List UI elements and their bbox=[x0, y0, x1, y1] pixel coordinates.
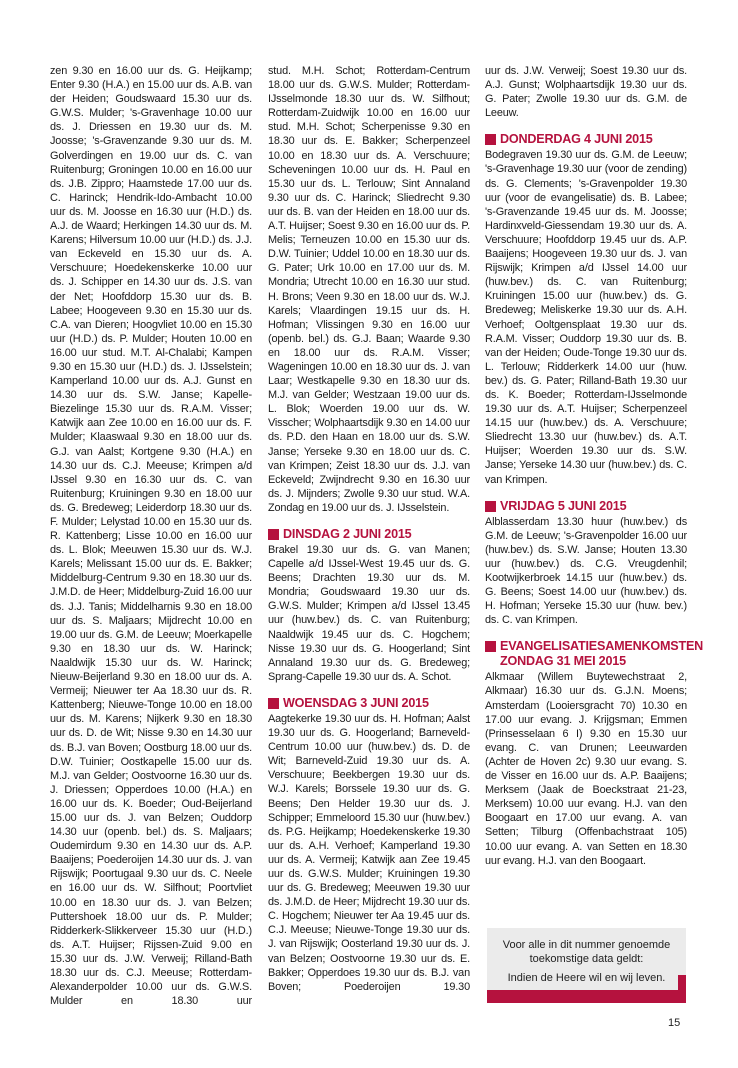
dinsdag-text: Brakel 19.30 uur ds. G. van Manen; Capelle a/d IJssel-West 19.45 uur ds. G. Beens; Drachten 19.30 uur ds. M. Mondria; Goudswaard 19.30 uur ds. G.W.S. Mulder; Krimpen a/d IJssel 13.45 uur (huw.bev.) ds. C. van Ruitenburg; Naaldwijk 19.45 uur ds. C. Hogchem; Nisse 19.30 uur ds. G. Hoogerland; Sint Annaland 19.30 uur ds. G. Bredeweg; Sprang-Capelle 19.30 uur ds. A. Schot. bbox=[268, 544, 470, 683]
notice-accent-bar bbox=[678, 975, 686, 991]
section-heading-donderdag: DONDERDAG 4 JUNI 2015 bbox=[485, 132, 687, 147]
column-3 bbox=[485, 64, 704, 868]
notice-line-1: Voor alle in dit nummer genoemde toekomstige data geldt: bbox=[502, 939, 671, 965]
sunday-services-text-continued: stud. M.H. Schot; Rotterdam-Centrum 18.00 uur ds. G.W.S. Mulder; Rotterdam-IJsselmonde 18.30 uur ds. W. Silfhout; Rotterdam-Zuidwijk 10.00 en 16.00 uur stud. M.H. Schot; Scherpenisse 9.30 en 18.30 uur ds. E. Bakker; Scherpenzeel 10.00 en 18.30 uur ds. A. Verschuure; Scheveningen 10.00 uur ds. H. Paul en 15.30 uur ds. L. Terlouw; Sint Annaland 9.30 uur ds. C. Harinck; Sliedrecht 9.30 uur ds. B. van der Heiden en 18.00 uur ds. A.T. Huijser; Soest 9.30 en 16.00 uur ds. P. Melis; Terneuzen 10.00 en 15.30 uur ds. D.W. Tuinier; Uddel 10.00 en 18.30 uur ds. G. Pater; Urk 10.00 en 17.00 uur ds. M. Mondria; Utrecht 10.00 en 16.30 uur stud. H. Brons; Veen 9.30 en 18.00 uur ds. W.J. Karels; Vlaardingen 19.15 uur ds. H. Hofman; Vlissingen 9.30 en 16.00 uur (openb. bel.) ds. G.J. Baan; Waarde 9.30 en 18.00 uur ds. R.A.M. Visser; Wageningen 10.00 en 18.30 uur ds. J. van Laar; Westkapelle 9.30 en 18.30 uur ds. M.J. van Gelder; Westzaan 19.00 uur ds. L. Blok; Woerden 19.00 uur ds. W. Visscher; Wolphaartsdijk 9.30 en 14.00 uur ds. P.D. den Haan en 18.00 uur ds. S.W. Janse; Yerseke 9.30 en 18.00 uur ds. C. van Krimpen; Zeist 18.30 uur ds. J.J. van Eckeveld; Zwijndrecht 9.30 en 16.30 uur ds. J. Mijnders; Zwolle 9.30 uur stud. W.A. Zondag en 19.00 uur ds. J. IJsselstein. bbox=[268, 65, 470, 514]
notice-box bbox=[487, 928, 686, 991]
square-bullet-icon bbox=[485, 641, 496, 652]
column-2 bbox=[268, 64, 470, 994]
woensdag-text-continued: uur ds. J.W. Verweij; Soest 19.30 uur ds. A.J. Gunst; Wolphaartsdijk 19.30 uur ds. G. Pater; Zwolle 19.30 uur ds. G.M. de Leeuw. bbox=[485, 65, 687, 120]
square-bullet-icon bbox=[485, 134, 496, 145]
section-heading-evangelisatie: EVANGELISATIESAMENKOMSTEN ZONDAG 31 MEI 2015 bbox=[485, 639, 687, 669]
section-heading-dinsdag: DINSDAG 2 JUNI 2015 bbox=[268, 527, 470, 542]
notice-line-2: Indien de Heere wil en wij leven. bbox=[507, 972, 666, 984]
donderdag-text: Bodegraven 19.30 uur ds. G.M. de Leeuw; 's-Gravenhage 19.30 uur (voor de zending) ds. G. Clements; 's-Gravenpolder 19.30 uur (voor de evangelisatie) ds. B. Labee; 's-Gravenzande 19.45 uur ds. M. Joosse; Hardinxveld-Giessendam 19.30 uur ds. A. Verschuure; Hoofddorp 19.45 uur ds. A.P. Baaijens; Hoogeveen 19.30 uur ds. J. van Rijswijk; Krimpen a/d IJssel 14.00 uur (huw.bev.) ds. C. van Ruitenburg; Kruiningen 15.00 uur (huw.bev.) ds. G. Bredeweg; Meliskerke 19.30 uur ds. A.H. Verhoef; Ooltgensplaat 19.30 uur ds. R.A.M. Visser; Ouddorp 19.30 uur ds. B. van der Heiden; Oude-Tonge 19.30 uur ds. L. Terlouw; Ridderkerk 14.00 uur (huw. bev.) ds. G. Pater; Rilland-Bath 19.30 uur ds. K. Boeder; Rotterdam-IJsselmonde 19.30 uur ds. A.T. Huijser; Scherpenzeel 14.15 uur (huw.bev.) ds. A. Verschuure; Sliedrecht 13.30 uur (huw.bev.) ds. A.T. Huijser; Woerden 19.30 uur ds. S.W. Janse; Yerseke 14.30 uur (huw.bev.) ds. C. van Krimpen. bbox=[485, 149, 687, 486]
column-1 bbox=[50, 64, 252, 1008]
section-heading-woensdag: WOENSDAG 3 JUNI 2015 bbox=[268, 696, 470, 711]
vrijdag-text: Alblasserdam 13.30 huur (huw.bev.) ds G.M. de Leeuw; 's-Gravenpolder 16.00 uur (huw.bev.) ds. S.W. Janse; Houten 13.30 uur (huw.bev.) ds. C.G. Vreugdenhil; Kootwijkerbroek 14.15 uur (huw.bev.) ds. G. Beens; Soest 14.00 uur (huw.bev.) ds. H. Hofman; Yerseke 15.30 uur (huw. bev.) ds. C. van Krimpen. bbox=[485, 515, 687, 627]
square-bullet-icon bbox=[485, 501, 496, 512]
section-heading-vrijdag: VRIJDAG 5 JUNI 2015 bbox=[485, 499, 687, 514]
square-bullet-icon bbox=[268, 698, 279, 709]
woensdag-text: Aagtekerke 19.30 uur ds. H. Hofman; Aalst 19.30 uur ds. G. Hoogerland; Barneveld-Centrum 10.00 uur (huw.bev.) ds. D. de Wit; Barneveld-Zuid 19.30 uur ds. A. Verschuure; Beekbergen 19.30 uur ds. W.J. Karels; Borssele 19.30 uur ds. G. Beens; Den Helder 19.30 uur ds. J. Schipper; Emmeloord 15.30 uur (huw.bev.) ds. P.G. Heijkamp; Hoedekenskerke 19.30 uur ds. A.H. Verhoef; Kamperland 19.30 uur ds. A. Vermeij; Katwijk aan Zee 19.45 uur ds. G.W.S. Mulder; Kruiningen 19.30 uur ds. G. Bredeweg; Meeuwen 19.30 uur ds. J.M.D. de Heer; Mijdrecht 19.30 uur ds. C. Hogchem; Nieuwer ter Aa 19.45 uur ds. C.J. Meeuse; Nieuwe-Tonge 19.30 uur ds. J. van Rijswijk; Oosterland 19.30 uur ds. J. van Belzen; Oostvoorne 19.30 uur ds. E. Bakker; Opperdoes 19.30 uur ds. B.J. van Boven; Poederoijen 19.30 bbox=[268, 712, 470, 993]
square-bullet-icon bbox=[268, 529, 279, 540]
page-number: 15 bbox=[668, 1017, 681, 1029]
notice-bottom-bar bbox=[487, 990, 686, 1003]
sunday-services-text: zen 9.30 en 16.00 uur ds. G. Heijkamp; Enter 9.30 (H.A.) en 15.00 uur ds. A.B. van der Heiden; Goudswaard 15.30 uur ds. G.W.S. Mulder; 's-Gravenhage 10.00 uur ds. J. Driessen en 19.30 uur ds. M. Joosse; 's-Gravenzande 9.30 uur ds. M. Golverdingen en 19.00 uur ds. C. van Ruitenburg; Groningen 10.00 en 16.00 uur ds. J.B. Zippro; Haamstede 17.00 uur ds. C. Harinck; Hendrik-Ido-Ambacht 10.00 uur ds. M. Joosse en 16.30 uur (H.D.) ds. A.J. de Waard; Herkingen 14.30 uur ds. M. Karens; Hilversum 10.00 uur (H.D.) ds. J.J. van Eckeveld en 15.30 uur ds. A. Verschuure; Hoedekenskerke 10.00 uur ds. J. Schipper en 14.30 uur ds. J.S. van der Net; Hoofddorp 15.30 uur ds. B. Labee; Hoogeveen 9.30 en 15.30 uur ds. C.A. van Dieren; Hoogvliet 10.00 en 15.30 uur (H.D.) ds. P. Mulder; Houten 10.00 en 16.00 uur stud. M.T. Al-Chalabi; Kampen 9.30 en 15.30 uur (H.D.) ds. J. IJsselstein; Kamperland 10.00 uur ds. A.J. Gunst en 14.30 uur ds. S.W. Janse; Kapelle-Biezelinge 15.30 uur ds. R.A.M. Visser; Katwijk aan Zee 10.00 en 16.00 uur ds. F. Mulder; Klaaswaal 9.30 en 18.00 uur ds. G.J. van Aalst; Kortgene 9.30 (H.A.) en 14.30 uur ds. C.J. Meeuse; Krimpen a/d IJssel 9.30 en 16.30 uur ds. C. van Ruitenburg; Kruiningen 9.30 en 18.00 uur ds. G. Bredeweg; Leiderdorp 18.30 uur ds. F. Mulder; Lelystad 10.00 en 15.30 uur ds. R. Kattenberg; Lisse 10.00 en 16.00 uur ds. L. Blok; Meeuwen 15.30 uur ds. W.J. Karels; Melissant 15.00 uur ds. E. Bakker; Middelburg-Centrum 9.30 en 18.30 uur ds. J.M.D. de Heer; Middelburg-Zuid 16.00 uur ds. J.J. Tanis; Middelharnis 9.30 en 18.00 uur ds. S. Maljaars; Mijdrecht 10.00 en 19.00 uur ds. G.M. de Leeuw; Moerkapelle 9.30 en 18.30 uur ds. W. Harinck; Naaldwijk 15.30 uur ds. W. Harinck; Nieuw-Beijerland 9.30 en 18.00 uur ds. A. Vermeij; Nieuwer ter Aa 18.30 uur ds. R. Kattenberg; Nieuwe-Tonge 10.00 en 18.00 uur ds. M. Karens; Nijkerk 9.30 en 18.30 uur ds. D. de Wit; Nisse 9.30 en 14.30 uur ds. B.J. van Boven; Oostburg 18.00 uur ds. D.W. Tuinier; Oostkapelle 15.00 uur ds. M.J. van Gelder; Oostvoorne 16.30 uur ds. J. Driessen; Opperdoes 10.00 (H.A.) en 16.00 uur ds. K. Boeder; Oud-Beijerland 15.00 uur ds. J. van Belzen; Ouddorp 14.30 uur (openb. bel.) ds. S. Maljaars; Oudemirdum 9.30 en 14.30 uur ds. A.P. Baaijens; Poederoijen 14.30 uur ds. J. van Rijswijk; Poortugaal 9.30 uur ds. C. Neele en 16.00 uur ds. W. Silfhout; Poortvliet 10.00 en 18.30 uur ds. J. van Belzen; Puttershoek 18.00 uur ds. P. Mulder; Ridderkerk-Slikkerveer 15.30 uur (H.D.) ds. A.T. Huijser; Rijssen-Zuid 9.00 en 15.30 uur ds. J.W. Verweij; Rilland-Bath 18.30 uur ds. C.J. Meeuse; Rotterdam-Alexanderpolder 10.00 uur ds. G.W.S. Mulder en 18.30 uur bbox=[50, 65, 252, 1008]
evangelisatie-text: Alkmaar (Willem Buytewechstraat 2, Alkmaar) 16.30 uur ds. G.J.N. Moens; Amsterdam (Looiersgracht 70) 10.30 en 17.00 uur evang. J. Krijgsman; Emmen (Prinsesselaan 6 I) 9.30 en 15.30 uur evang. C. van Drunen; Leeuwarden (Achter de Hoven 2c) 9.30 uur evang. S. de Visser en 16.00 uur ds. A.P. Baaijens; Merksem (Jaak de Boeckstraat 21-23, Merksem) 10.00 uur evang. H.J. van den Boogaart en 17.00 uur evang. A. van Setten; Tilburg (Offenbachstraat 105) 10.00 uur evang. A. van Setten en 18.30 uur evang. H.J. van den Boogaart. bbox=[485, 671, 687, 867]
